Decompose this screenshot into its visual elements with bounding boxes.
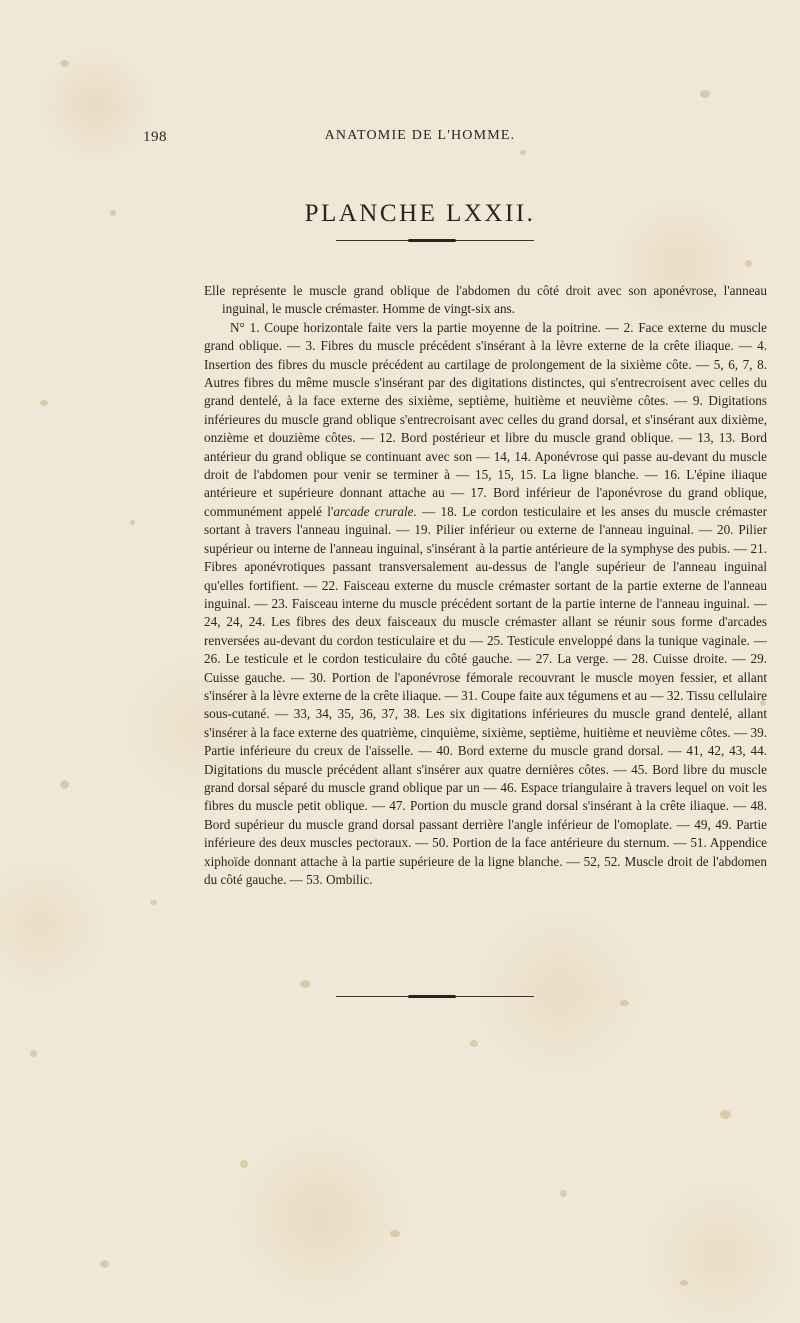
legend-italic-term: arcade crurale.	[333, 503, 417, 519]
legend-text-part-1: N° 1. Coupe horizontale faite vers la partie moyenne de la poitrine. — 2. Face externe du muscle grand oblique. — 3. Fibres du muscle précédent s'insérant à la lèvre externe de la crête iliaque. — 4. Insertion des fibres du muscle précédent au cartilage de prolongement de la sixième côte. — 5, 6, 7, 8. Autres fibres du même muscle s'insérant par des digitations distinctes, qui s'entrecroisent avec celles du grand dentelé, à la face externe des sixième, septième, huitième et neuvième côtes. — 9. Digitations inférieures du muscle grand oblique s'entrecroisant avec celles du grand dorsal, et s'insérant aux dixième, onzième et douzième côtes. — 12. Bord postérieur et libre du muscle grand oblique. — 13, 13. Bord antérieur du grand oblique se continuant avec son — 14, 14. Aponévrose qui passe au-devant du muscle droit de l'abdomen pour venir se terminer à — 15, 15, 15. La ligne blanche. — 16. L'épine iliaque antérieure et supérieure donnant attache au — 17. Bord inférieur de l'aponévrose du grand oblique, communément appelé l'	[204, 319, 767, 519]
legend-text-part-2: — 18. Le cordon testiculaire et les anses du muscle crémaster sortant à travers l'anneau inguinal. — 19. Pilier inférieur ou externe de l'anneau inguinal. — 20. Pilier supérieur ou interne de l'anneau inguinal, s'insérant à la partie antérieure de la symphyse des pubis. — 21. Fibres aponévrotiques passant transversalement au-dessus de l'angle supérieur de l'anneau inguinal qu'elles fortifient. — 22. Faisceau externe du muscle crémaster sortant de la partie externe de l'anneau inguinal. — 23. Faisceau interne du muscle précédent sortant de la partie interne de l'anneau inguinal. — 24, 24, 24. Les fibres des deux faisceaux du muscle crémaster allant se réunir sous forme d'arcades renversées au-devant du cordon testiculaire et du — 25. Testicule enveloppé dans la tunique vaginale. — 26. Le testicule et le cordon testiculaire du côté gauche. — 27. La verge. — 28. Cuisse droite. — 29. Cuisse gauche. — 30. Portion de l'aponévrose fémorale recouvrant le muscle moyen fessier, et allant s'insérer à la lèvre externe de la crête iliaque. — 31. Coupe faite aux tégumens et au — 32. Tissu cellulaire sous-cutané. — 33, 34, 35, 36, 37, 38. Les six digitations inférieures du muscle grand dentelé, allant s'insérer à la face externe des quatrième, cinquième, sixième, septième, huitième et neuvième côtes. — 39. Partie inférieure du creux de l'aisselle. — 40. Bord externe du muscle grand dorsal. — 41, 42, 43, 44. Digitations du muscle précédent allant s'insérer aux quatre dernières côtes. — 45. Bord libre du muscle grand dorsal séparé du muscle grand oblique par un — 46. Espace triangulaire à travers lequel on voit les fibres du muscle petit oblique. — 47. Portion du muscle grand dorsal s'insérant à la crête iliaque. — 48. Bord supérieur du muscle grand dorsal passant derrière l'angle inférieur de l'omoplate. — 49, 49. Partie inférieure des deux muscles pectoraux. — 50. Portion de la face antérieure du sternum. — 51. Appendice xiphoïde donnant attache à la partie supérieure de la ligne blanche. — 52, 52. Muscle droit de l'abdomen du côté gauche. — 53. Ombilic.	[204, 503, 768, 887]
intro-paragraph: Elle représente le muscle grand oblique de l'abdomen du côté droit avec son aponévrose, l'anneau inguinal, le muscle crémaster. Homme de vingt-six ans.	[204, 283, 767, 317]
legend-paragraph	[204, 319, 767, 890]
running-head: ANATOMIE DE L'HOMME.	[324, 128, 516, 143]
plate-description	[204, 282, 767, 889]
plate-title: PLANCHE LXXII.	[304, 199, 536, 227]
page-number: 198	[143, 129, 167, 145]
